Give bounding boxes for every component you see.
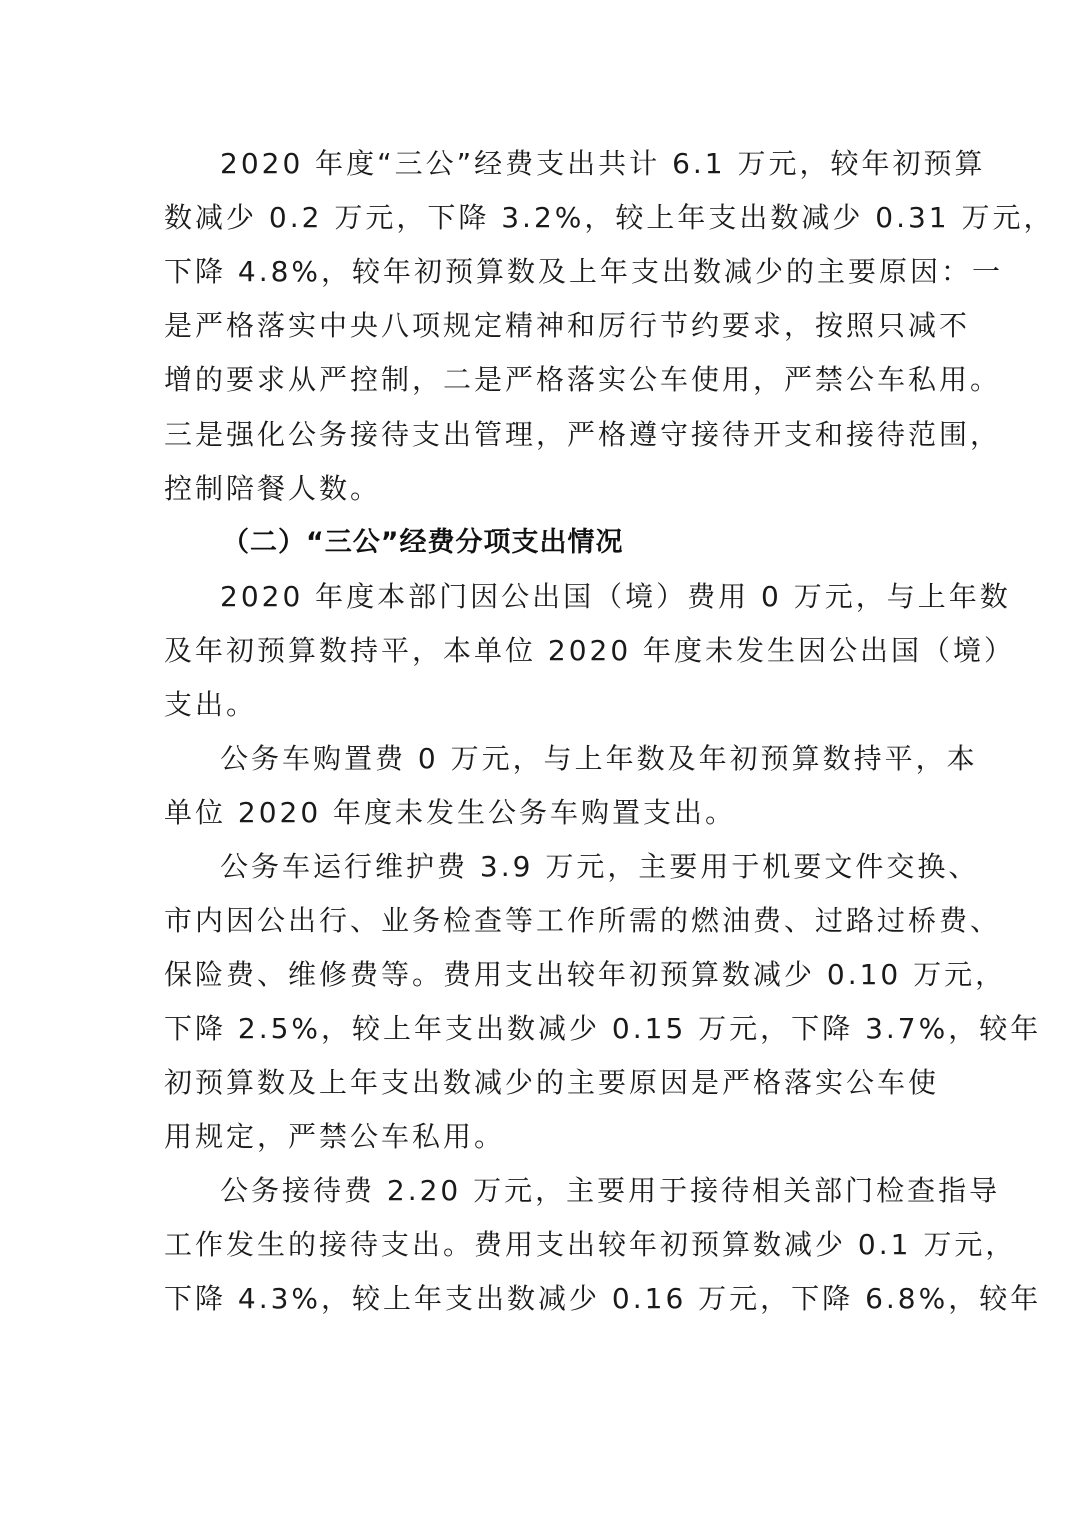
text-line: 三是强化公务接待支出管理，严格遵守接待开支和接待范围，	[164, 418, 1002, 451]
text-line: 数减少 0.2 万元，下降 3.2%，较上年支出数减少 0.31 万元，	[164, 201, 1055, 234]
text-line: 支出。	[164, 688, 258, 721]
text-line: 公务接待费 2.20 万元，主要用于接待相关部门检查指导	[220, 1174, 1001, 1207]
text-line: 初预算数及上年支出数减少的主要原因是严格落实公车使	[164, 1066, 940, 1099]
text-line: 公务车运行维护费 3.9 万元，主要用于机要文件交换、	[220, 850, 980, 883]
text-line: 保险费、维修费等。费用支出较年初预算数减少 0.10 万元，	[164, 958, 1007, 991]
text-line: 增的要求从严控制，二是严格落实公车使用，严禁公车私用。	[164, 363, 1002, 396]
text-line: 工作发生的接待支出。费用支出较年初预算数减少 0.1 万元，	[164, 1228, 1017, 1261]
text-line: 公务车购置费 0 万元，与上年数及年初预算数持平，本	[220, 742, 978, 775]
text-line: 2020 年度本部门因公出国（境）费用 0 万元，与上年数	[220, 580, 1011, 613]
text-line: 用规定，严禁公车私用。	[164, 1120, 506, 1153]
text-line: 市内因公出行、业务检查等工作所需的燃油费、过路过桥费、	[164, 904, 1002, 937]
text-line: 及年初预算数持平，本单位 2020 年度未发生因公出国（境）	[164, 634, 1016, 667]
text-line: 下降 4.8%，较年初预算数及上年支出数减少的主要原因：一	[164, 255, 1004, 288]
section-heading: （二）“三公”经费分项支出情况	[222, 527, 624, 558]
text-line: 是严格落实中央八项规定精神和厉行节约要求，按照只减不	[164, 309, 971, 342]
text-line: 控制陪餐人数。	[164, 472, 382, 505]
text-line: 单位 2020 年度未发生公务车购置支出。	[164, 796, 737, 829]
text-line: 下降 2.5%，较上年支出数减少 0.15 万元，下降 3.7%，较年	[164, 1012, 1042, 1045]
text-line: 下降 4.3%，较上年支出数减少 0.16 万元，下降 6.8%，较年	[164, 1282, 1042, 1315]
text-line: 2020 年度“三公”经费支出共计 6.1 万元，较年初预算	[220, 147, 986, 180]
